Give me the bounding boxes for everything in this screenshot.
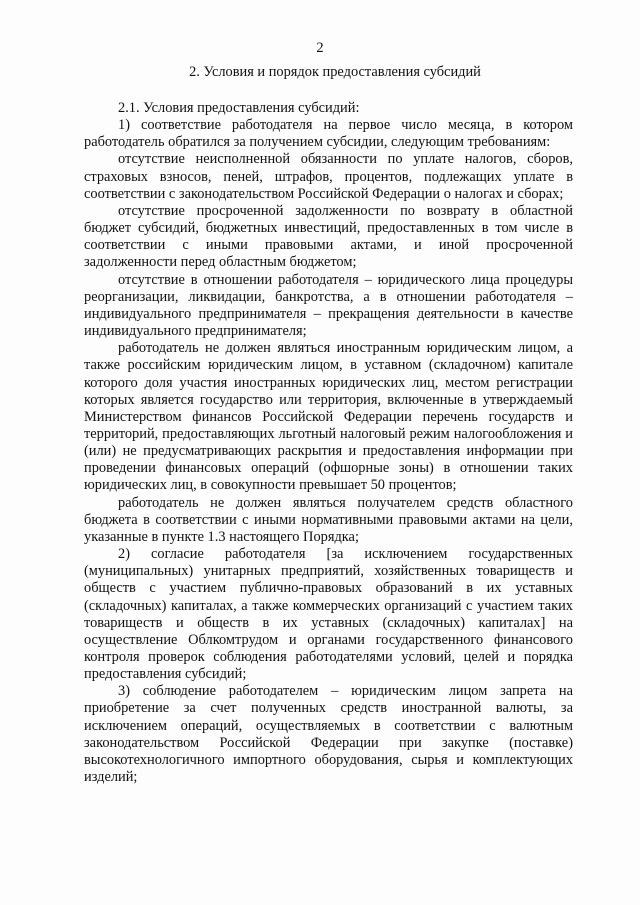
paragraph-condition-3: 3) соблюдение работодателем – юридическим лицом запрета на приобретение за счет полученных средств иностранной валюты, за исключением операций, осуществляемых в соответствии с валютным законодательством Российской Федерации при закупке (поставке) высокотехнологичного импортного оборудования, сырья и комплектующих изделий; xyxy=(84,683,573,786)
paragraph-not-foreign-entity: работодатель не должен являться иностранным юридическим лицом, а также российским юридическим лицом, в уставном (складочном) капитале которого доля участия иностранных юридических лиц, местом регистрации которых является государство или территория, включенные в утверждаемый Министерством финансов Российской Федерации перечень государств и территорий, предоставляющих льготный налоговый режим налогообложения и (или) не предусматривающих раскрытия и предоставления информации при проведении финансовых операций (офшорные зоны) в отношении таких юридических лиц, в совокупности превышает 50 процентов; xyxy=(84,340,573,494)
paragraph-not-budget-recipient: работодатель не должен являться получателем средств областного бюджета в соответствии с иными нормативными правовыми актами на цели, указанные в пункте 1.3 настоящего Порядка; xyxy=(84,494,573,545)
paragraph-condition-1: 1) соответствие работодателя на первое число месяца, в котором работодатель обратился за получением субсидии, следующим требованиям: xyxy=(84,117,573,151)
page-number: 2 xyxy=(316,40,324,56)
paragraph-condition-2: 2) согласие работодателя [за исключением государственных (муниципальных) унитарных предприятий, хозяйственных товариществ и обществ с участием публично-правовых образований в их уставных (складочных) капиталах, а также коммерческих организаций с участием таких товариществ и обществ в их уставных (складочных) капиталах] на осуществление Облкомтрудом и органами государственного финансового контроля проверок соблюдения работодателями условий, целей и порядка предоставления субсидий; xyxy=(84,546,573,683)
paragraph-no-overdue-debt: отсутствие просроченной задолженности по возврату в областной бюджет субсидий, бюджетных инвестиций, предоставленных в том числе в соответствии с иными правовыми актами, и иной просроченной задолженности перед областным бюджетом; xyxy=(84,202,573,271)
paragraph-no-reorganization: отсутствие в отношении работодателя – юридического лица процедуры реорганизации, ликвидации, банкротства, а в отношении работодателя – индивидуального предпринимателя – прекращения деятельности в качестве индивидуального предпринимателя; xyxy=(84,271,573,340)
paragraph-2-1-heading: 2.1. Условия предоставления субсидий: xyxy=(118,100,360,116)
section-title: 2. Условия и порядок предоставления субсидий xyxy=(189,64,481,80)
document-body xyxy=(84,100,573,786)
paragraph-no-tax-debt: отсутствие неисполненной обязанности по уплате налогов, сборов, страховых взносов, пеней, штрафов, процентов, подлежащих уплате в соответствии с законодательством Российской Федерации о налогах и сборах; xyxy=(84,151,573,202)
